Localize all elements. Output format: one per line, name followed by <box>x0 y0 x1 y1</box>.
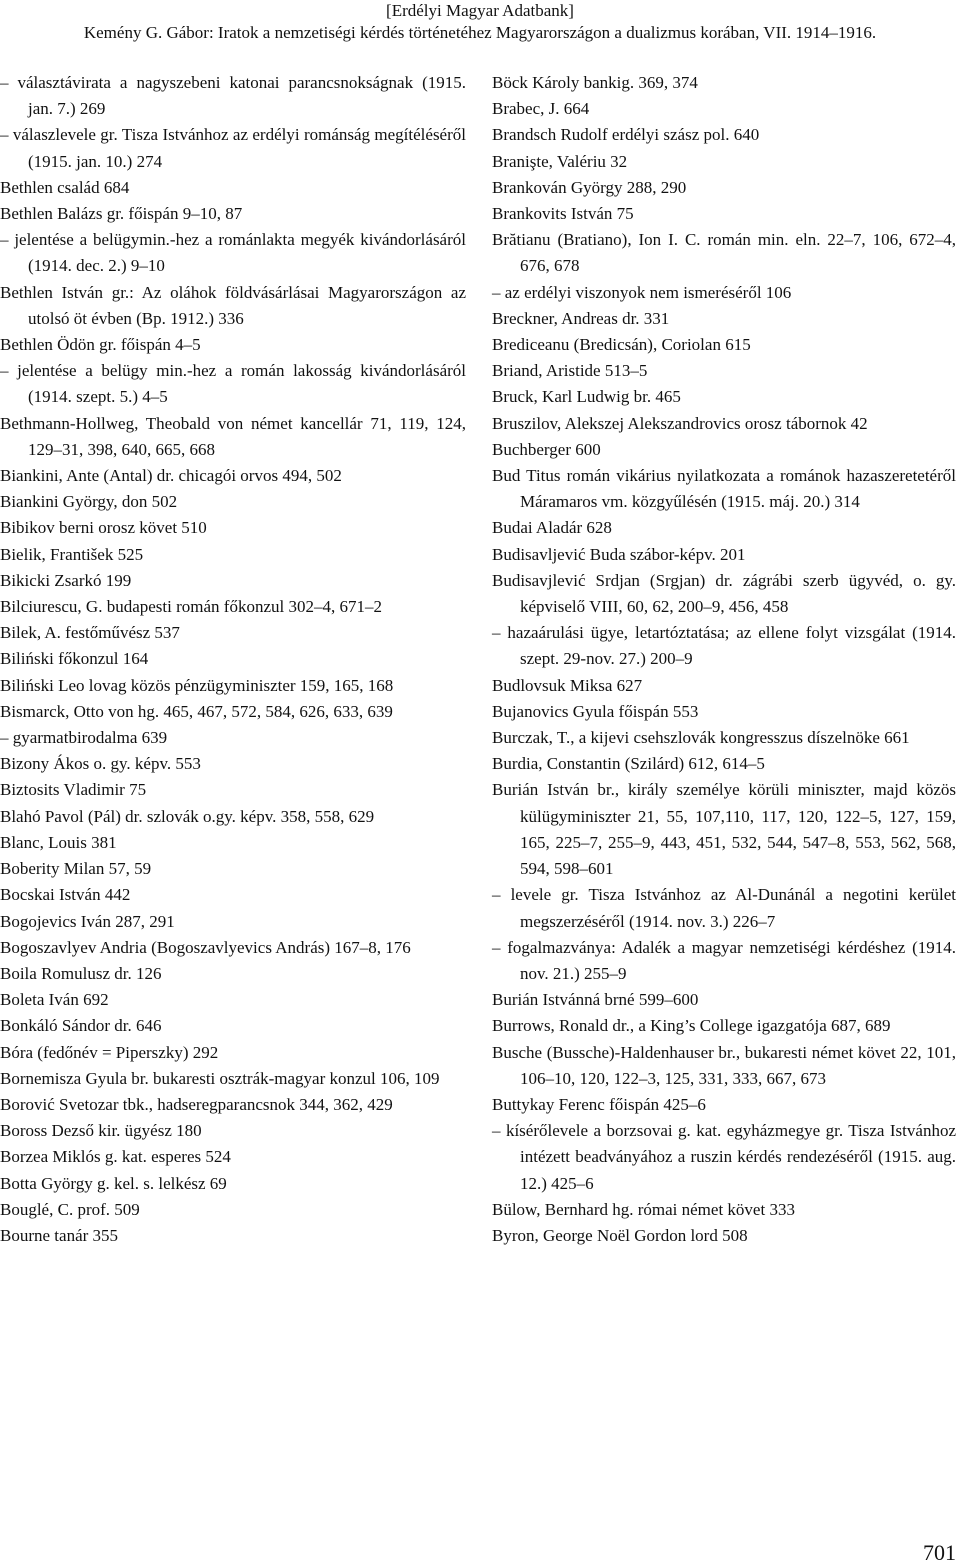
index-entry: Boleta Iván 692 <box>0 990 109 1010</box>
index-entry: Briand, Aristide 513–5 <box>492 361 648 381</box>
index-entry: Brabec, J. 664 <box>492 99 590 119</box>
index-entry: Bismarck, Otto von hg. 465, 467, 572, 584, 626, 633, 639 <box>0 701 393 721</box>
index-entry: – jelentése a belügymin.-hez a románlakta megyék kivándorlásáról (1914. dec. 2.) 9–10 <box>0 230 466 276</box>
index-entry: Bielik, František 525 <box>0 544 144 564</box>
index-entry: Bóra (fedőnév = Piperszky) 292 <box>0 1042 219 1062</box>
index-entry: Bilciurescu, G. budapesti román főkonzul 302–4, 671–2 <box>0 597 382 617</box>
index-entry: Burczak, T., a kijevi csehszlovák kongresszus díszelnöke 661 <box>492 728 910 748</box>
left-column <box>0 70 466 1249</box>
index-entry: – hazaárulási ügye, letartóztatása; az ellene folyt vizsgálat (1914. szept. 29-nov. 27.) 200–9 <box>492 623 956 669</box>
index-entry: Breckner, Andreas dr. 331 <box>492 308 670 328</box>
index-entry: Bethlen család 684 <box>0 177 130 197</box>
index-entry: Blahó Pavol (Pál) dr. szlovák o.gy. képv. 358, 558, 629 <box>0 806 375 826</box>
index-entry: – kísérőlevele a borzsovai g. kat. egyházmegye gr. Tisza Istvánhoz intézett beadványához a ruszin kérdés rendezéséről (1915. aug. 12.) 425–6 <box>492 1121 956 1193</box>
index-entry: Bikicki Zsarkó 199 <box>0 570 132 590</box>
index-entry: – fogalmazványa: Adalék a magyar nemzetiségi kérdéshez (1914. nov. 21.) 255–9 <box>492 937 956 983</box>
header-title: Kemény G. Gábor: Iratok a nemzetiségi kérdés történetéhez Magyarországon a dualizmus korában, VII. 1914–1916. <box>83 23 877 42</box>
index-entry: Brankovits István 75 <box>492 204 634 224</box>
index-entry: Bruszilov, Alekszej Alekszandrovics orosz tábornok 42 <box>492 413 868 433</box>
index-entry: Burián István br., király személye körüli miniszter, majd közös külügyminiszter 21, 55, 107,110, 117, 120, 122–5, 127, 159, 165, 225–7, 255–9, 443, 451, 532, 544, 547–8, 553, 562, 568, 594, 598–601 <box>492 780 956 879</box>
index-entry: Biztosits Vladimir 75 <box>0 780 147 800</box>
index-entry: Botta György g. kel. s. lelkész 69 <box>0 1173 227 1193</box>
index-entry: Boila Romulusz dr. 126 <box>0 963 162 983</box>
index-entry: Burián Istvánná brné 599–600 <box>492 990 699 1010</box>
index-entry: Bethlen István gr.: Az oláhok földvásárlásai Magyarországon az utolsó öt évben (Bp. 1912.) 336 <box>0 282 466 328</box>
index-entry: Budisavljević Buda szábor-képv. 201 <box>492 544 746 564</box>
index-entry: Boross Dezső kir. ügyész 180 <box>0 1121 202 1141</box>
index-entry: Branişte, Valériu 32 <box>492 151 628 171</box>
index-entry: Bibikov berni orosz követ 510 <box>0 518 207 538</box>
index-entry: – válaszlevele gr. Tisza Istvánhoz az erdélyi románság megítéléséről (1915. jan. 10.) 274 <box>0 125 466 171</box>
index-entry: Byron, George Noël Gordon lord 508 <box>492 1225 748 1245</box>
index-entry: Bizony Ákos o. gy. képv. 553 <box>0 754 201 774</box>
page-header <box>0 0 960 44</box>
index-entry: Burdia, Constantin (Szilárd) 612, 614–5 <box>492 754 765 774</box>
index-entry: Bethlen Ödön gr. főispán 4–5 <box>0 335 201 355</box>
index-entry: Biankini, Ante (Antal) dr. chicagói orvos 494, 502 <box>0 466 342 486</box>
index-entry: Bruck, Karl Ludwig br. 465 <box>492 387 681 407</box>
index-entry: Brankován György 288, 290 <box>492 177 687 197</box>
index-entry: – levele gr. Tisza Istvánhoz az Al-Dunánál a negotini kerület megszerzéséről (1914. nov. 3.) 226–7 <box>492 885 956 931</box>
index-entry: Bouglé, C. prof. 509 <box>0 1199 140 1219</box>
index-entry: Biliński Leo lovag közös pénzügyminiszter 159, 165, 168 <box>0 675 394 695</box>
index-entry: Biliński főkonzul 164 <box>0 649 149 669</box>
index-entry: Bud Titus román vikárius nyilatkozata a románok hazaszeretetéről Máramaros vm. közgyűlésén (1915. máj. 20.) 314 <box>492 466 956 512</box>
index-entry: Böck Károly bankig. 369, 374 <box>492 73 698 92</box>
index-entry: Buttykay Ferenc főispán 425–6 <box>492 1094 706 1114</box>
index-entry: Bonkáló Sándor dr. 646 <box>0 1016 162 1036</box>
index-entry: Borzea Miklós g. kat. esperes 524 <box>0 1147 231 1167</box>
index-entry: Bethmann-Hollweg, Theobald von német kancellár 71, 119, 124, 129–31, 398, 640, 665, 668 <box>0 413 466 459</box>
index-entry: Budai Aladár 628 <box>492 518 612 538</box>
index-entry: Boberity Milan 57, 59 <box>0 859 152 879</box>
index-entry: Burrows, Ronald dr., a King’s College igazgatója 687, 689 <box>492 1016 891 1036</box>
index-entry: Buchberger 600 <box>492 439 601 459</box>
index-entry: Brediceanu (Bredicsán), Coriolan 615 <box>492 335 751 355</box>
index-entry: Bilek, A. festőművész 537 <box>0 623 180 643</box>
index-entry: Borović Svetozar tbk., hadseregparancsnok 344, 362, 429 <box>0 1094 393 1114</box>
index-entry: Bogojevics Iván 287, 291 <box>0 911 175 931</box>
index-entry: Bornemisza Gyula br. bukaresti osztrák-magyar konzul 106, 109 <box>0 1068 440 1088</box>
index-entry: Budisavjlević Srdjan (Srgjan) dr. zágrábi szerb ügyvéd, o. gy. képviselő VIII, 60, 62, 200–9, 456, 458 <box>492 570 956 617</box>
index-entry: – az erdélyi viszonyok nem ismeréséről 106 <box>492 282 792 302</box>
index-entry: Bethlen Balázs gr. főispán 9–10, 87 <box>0 204 243 224</box>
header-source: [Erdélyi Magyar Adatbank] <box>386 1 574 20</box>
index-entry: Blanc, Louis 381 <box>0 832 117 852</box>
index-entry: Brandsch Rudolf erdélyi szász pol. 640 <box>492 125 760 145</box>
index-entry: Bogoszavlyev Andria (Bogoszavlyevics András) 167–8, 176 <box>0 937 411 957</box>
index-entry: Bülow, Bernhard hg. római német követ 333 <box>492 1199 795 1219</box>
index-entry: Busche (Bussche)-Haldenhauser br., bukaresti német követ 22, 101, 106–10, 120, 122–3, 125, 331, 333, 667, 673 <box>492 1042 956 1088</box>
index-entry: – jelentése a belügy min.-hez a román lakosság kivándorlásáról (1914. szept. 5.) 4–5 <box>0 361 466 407</box>
index-entry: – választávirata a nagyszebeni katonai parancsnokságnak (1915. jan. 7.) 269 <box>0 73 466 119</box>
page-number: 701 <box>923 1540 956 1565</box>
index-entry: Brătianu (Bratiano), Ion I. C. román min. eln. 22–7, 106, 672–4, 676, 678 <box>492 230 956 276</box>
index-entry: Bujanovics Gyula főispán 553 <box>492 701 699 721</box>
index-entry: – gyarmatbirodalma 639 <box>0 728 168 748</box>
index-entry: Bourne tanár 355 <box>0 1225 119 1245</box>
index-entry: Bocskai István 442 <box>0 885 131 905</box>
right-column <box>492 70 956 1249</box>
index-entry: Budlovsuk Miksa 627 <box>492 675 643 695</box>
index-entry: Biankini György, don 502 <box>0 492 178 512</box>
